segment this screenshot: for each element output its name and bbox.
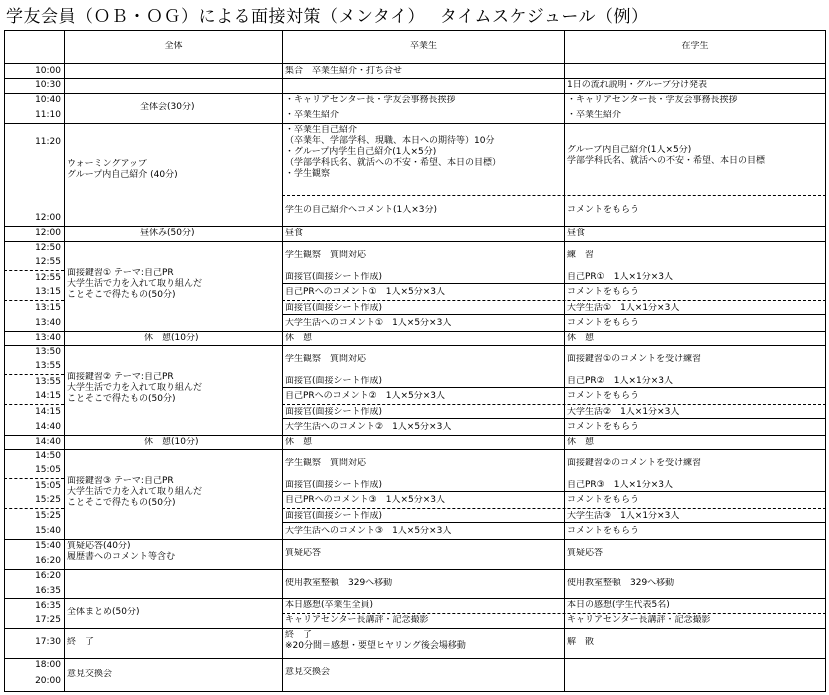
grid-line [282,418,826,419]
time-label: 14:40 [35,437,61,447]
grid-line [282,30,283,692]
zaigakusei-cell: ・卒業生紹介 [567,110,622,120]
time-label: 15:40 [35,526,61,536]
grid-line [282,314,826,315]
grid-line [4,508,64,509]
grid-line [4,93,826,94]
time-label: 17:25 [35,615,61,625]
grid-line [282,404,826,405]
zaigakusei-cell: 本日の感想(学生代表5名) [567,600,670,610]
time-label: 12:55 [35,257,61,267]
zaigakusei-cell: 解 散 [567,637,595,647]
zentai-cell: 質疑応答(40分) 履歴書へのコメント等含む [67,541,176,562]
zaigakusei-cell: 自己PR③ 1人×1分×3人 [567,480,674,490]
sotsugyosei-cell: 質疑応答 [285,548,322,558]
zentai-cell: 面接鍵習③ テーマ:自己PR 大学生活で力を入れて取り組んだ ことそこで得たもの(50分) [67,476,203,508]
time-label: 17:30 [35,637,61,647]
grid-line [4,404,64,405]
grid-line [4,478,64,479]
time-label: 15:05 [35,481,61,491]
time-label: 14:40 [35,422,61,432]
sotsugyosei-cell: 集合 卒業生紹介・打ち合せ [285,66,403,76]
header-sotsugyosei: 卒業生 [409,41,437,51]
sotsugyosei-cell: 自己PRへのコメント② 1人×5分×3人 [285,391,446,401]
time-label: 14:15 [35,391,61,401]
zentai-cell: 休 憩(10分) [144,437,199,447]
grid-line [4,78,826,79]
grid-line [4,123,826,124]
sotsugyosei-cell: 自己PRへのコメント③ 1人×5分×3人 [285,495,446,505]
sotsugyosei-cell: 休 憩 [285,437,313,447]
grid-line [4,63,826,64]
zaigakusei-cell: コメントをもらう [567,318,640,328]
grid-line [4,628,826,629]
zaigakusei-cell: 休 憩 [567,437,595,447]
time-label: 16:20 [35,556,61,566]
grid-line [4,226,826,227]
grid-line [282,283,826,284]
sotsugyosei-cell: ・キャリアセンター長・学友会事務長挨拶 [285,95,456,105]
grid-line [4,691,826,692]
sotsugyosei-cell: 学生観察 質問対応 [285,250,367,260]
zentai-cell: 終 了 [67,637,95,647]
zaigakusei-cell: 面接鍵習①のコメントを受け練習 [567,354,702,364]
zaigakusei-cell: コメントをもらう [567,287,640,297]
sotsugyosei-cell: 面接官(面接シート作成) [285,480,383,490]
sotsugyosei-cell: 本日感想(卒業生全員) [285,600,374,610]
zaigakusei-cell: 使用教室整頓 329へ移動 [567,578,675,588]
zaigakusei-cell: 自己PR② 1人×1分×3人 [567,376,674,386]
grid-line [4,658,826,659]
time-label: 14:15 [35,407,61,417]
sotsugyosei-cell: 昼食 [285,228,304,238]
time-label: 11:20 [35,137,61,147]
zaigakusei-cell: コメントをもらう [567,205,640,215]
time-label: 11:10 [35,110,61,120]
grid-line [4,598,826,599]
grid-line [4,300,64,301]
time-label: 12:00 [35,213,61,223]
zaigakusei-cell: ・キャリアセンター長・学友会事務長挨拶 [567,95,738,105]
grid-line [4,331,826,332]
time-label: 16:20 [35,571,61,581]
time-label: 12:00 [35,228,61,238]
time-label: 16:35 [35,601,61,611]
time-label: 13:15 [35,287,61,297]
zaigakusei-cell: 面接鍵習②のコメントを受け練習 [567,458,702,468]
grid-line [64,30,65,692]
sotsugyosei-cell: 終 了 ※20分間＝感想・要望ヒヤリング後会場移動 [285,630,466,651]
grid-line [564,30,565,692]
grid-line [4,435,826,436]
sotsugyosei-cell: キャリアセンター長講評・記念撮影 [285,615,429,625]
time-label: 13:15 [35,303,61,313]
grid-line [282,491,826,492]
zentai-cell: ウォーミングアップ グループ内自己紹介 (40分) [67,159,178,180]
time-label: 13:55 [35,377,61,387]
grid-line [282,387,826,388]
grid-line [282,613,826,614]
sotsugyosei-cell: 面接官(面接シート作成) [285,376,383,386]
time-label: 10:30 [35,80,61,90]
sotsugyosei-cell: 面接官(面接シート作成) [285,272,383,282]
time-label: 18:00 [35,660,61,670]
time-label: 10:00 [35,66,61,76]
zaigakusei-cell: 大学生活② 1人×1分×3人 [567,407,680,417]
zaigakusei-cell: 質疑応答 [567,548,604,558]
zentai-cell: 面接鍵習② テーマ:自己PR 大学生活で力を入れて取り組んだ ことそこで得たもの(50分) [67,372,203,404]
grid-line [282,195,826,196]
zentai-cell: 面接鍵習① テーマ:自己PR 大学生活で力を入れて取り組んだ ことそこで得たもの(50分) [67,268,203,300]
zaigakusei-cell: 大学生活③ 1人×1分×3人 [567,511,680,521]
zaigakusei-cell: 大学生活① 1人×1分×3人 [567,303,680,313]
sotsugyosei-cell: 意見交換会 [285,667,331,677]
grid-line [282,508,826,509]
grid-line [4,374,64,375]
time-label: 13:55 [35,361,61,371]
zentai-cell: 昼休み(50分) [140,228,195,238]
header-zaigakusei: 在学生 [681,41,709,51]
page-title: 学友会員（ＯＢ・ＯＧ）による面接対策（メンタイ） タイムスケジュール（例） [6,7,649,27]
zaigakusei-cell: キャリアセンター長講評・記念撮影 [567,615,711,625]
grid-line [4,241,826,242]
sotsugyosei-cell: ・卒業生自己紹介 （卒業年、学部学科、現職、本日への期待等）10分 ・グループ内学生自己紹介(1人×5分) （学部学科氏名、就活への不安・希望、本日の目標） ・学生観察 [285,125,502,179]
zaigakusei-cell: コメントをもらう [567,526,640,536]
time-label: 20:00 [35,676,61,686]
time-label: 13:40 [35,318,61,328]
sotsugyosei-cell: 大学生活へのコメント③ 1人×5分×3人 [285,526,452,536]
zaigakusei-cell: グループ内自己紹介(1人×5分) 学部学科氏名、就活への不安・希望、本日の目標 [567,145,766,166]
grid-line [4,345,826,346]
time-label: 15:05 [35,465,61,475]
sotsugyosei-cell: 学生観察 質問対応 [285,354,367,364]
zentai-cell: 全体まとめ(50分) [67,607,140,617]
zaigakusei-cell: 昼食 [567,228,586,238]
sotsugyosei-cell: 休 憩 [285,333,313,343]
zentai-cell: 全体会(30分) [140,102,195,112]
zentai-cell: 休 憩(10分) [144,333,199,343]
sotsugyosei-cell: ・卒業生紹介 [285,110,340,120]
time-label: 13:40 [35,333,61,343]
sotsugyosei-cell: 自己PRへのコメント① 1人×5分×3人 [285,287,446,297]
sotsugyosei-cell: 面接官(面接シート作成) [285,511,383,521]
zaigakusei-cell: 1日の流れ説明・グループ分け発表 [567,80,708,90]
time-label: 15:40 [35,541,61,551]
sotsugyosei-cell: 使用教室整頓 329へ移動 [285,578,393,588]
grid-line [825,30,826,692]
sotsugyosei-cell: 大学生活へのコメント① 1人×5分×3人 [285,318,452,328]
grid-line [4,30,826,31]
time-label: 15:25 [35,511,61,521]
sotsugyosei-cell: 大学生活へのコメント② 1人×5分×3人 [285,422,452,432]
time-label: 16:35 [35,586,61,596]
grid-line [4,270,64,271]
grid-line [4,539,826,540]
sotsugyosei-cell: 面接官(面接シート作成) [285,303,383,313]
time-label: 14:50 [35,451,61,461]
grid-line [282,300,826,301]
time-label: 13:50 [35,347,61,357]
header-zentai: 全体 [164,41,183,51]
time-label: 12:50 [35,243,61,253]
zentai-cell: 意見交換会 [67,669,113,679]
sotsugyosei-cell: 学生の自己紹介へコメント(1人×3分) [285,205,438,215]
zaigakusei-cell: コメントをもらう [567,422,640,432]
zaigakusei-cell: 練 習 [567,250,595,260]
schedule-table [4,30,826,692]
sotsugyosei-cell: 面接官(面接シート作成) [285,407,383,417]
zaigakusei-cell: コメントをもらう [567,495,640,505]
zaigakusei-cell: 休 憩 [567,333,595,343]
time-label: 12:55 [35,273,61,283]
zaigakusei-cell: 自己PR① 1人×1分×3人 [567,272,674,282]
grid-line [4,449,826,450]
time-label: 10:40 [35,95,61,105]
grid-line [282,522,826,523]
zaigakusei-cell: コメントをもらう [567,391,640,401]
sotsugyosei-cell: 学生観察 質問対応 [285,458,367,468]
grid-line [4,569,826,570]
time-label: 15:25 [35,495,61,505]
